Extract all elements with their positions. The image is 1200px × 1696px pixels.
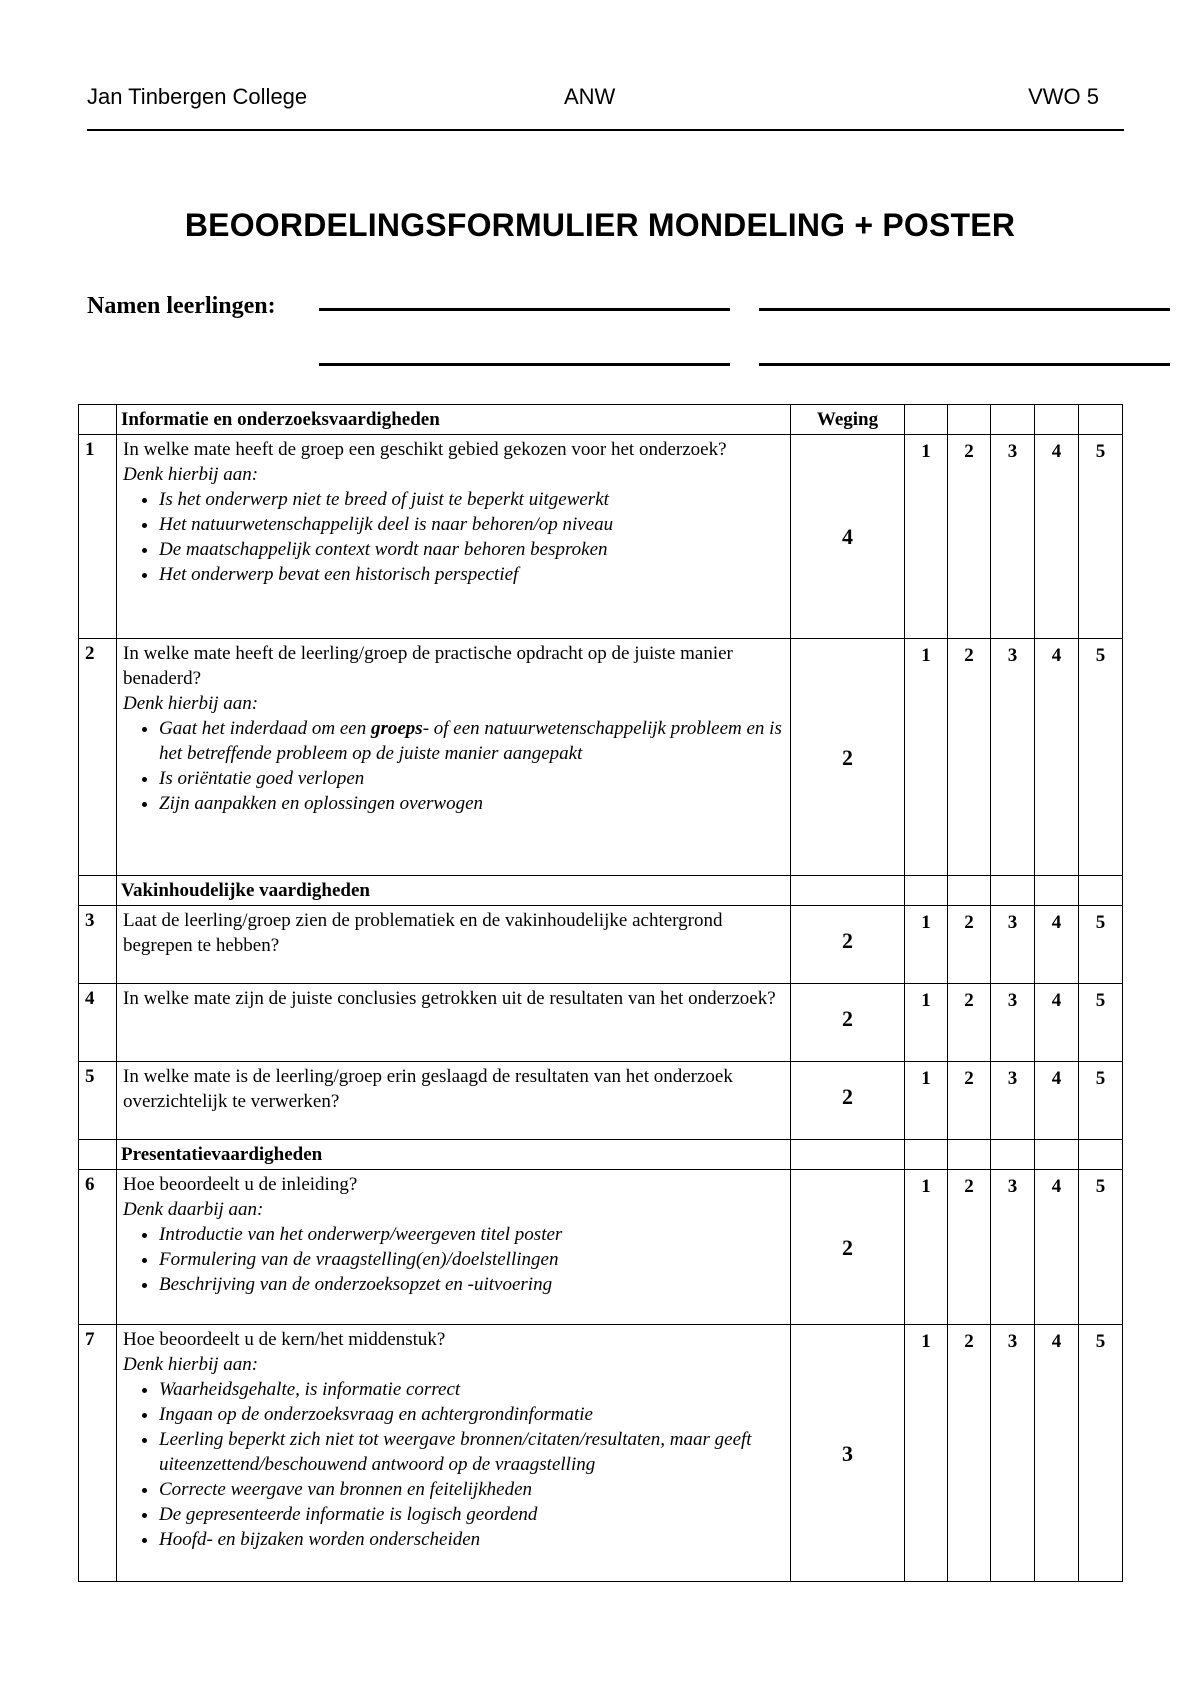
name-field-line[interactable] bbox=[319, 308, 730, 311]
weight-value: 2 bbox=[791, 906, 905, 984]
criterion-bullet: • Waarheidsgehalte, is informatie correct bbox=[159, 1377, 786, 1402]
score-option-2[interactable]: 2 bbox=[948, 435, 991, 639]
score-option-3[interactable]: 3 bbox=[991, 435, 1035, 639]
criterion-bullet: • Is het onderwerp niet te breed of juist te beperkt uitgewerkt bbox=[159, 487, 786, 512]
weight-value: 2 bbox=[791, 639, 905, 876]
criterion-bullets bbox=[123, 487, 786, 587]
criterion-bullet: • Het onderwerp bevat een historisch perspectief bbox=[159, 562, 786, 587]
criterion-bullets bbox=[123, 716, 786, 816]
criterion-bullet: • De maatschappelijk context wordt naar behoren besproken bbox=[159, 537, 786, 562]
criterion-row bbox=[79, 435, 1123, 639]
score-option-1[interactable]: 1 bbox=[905, 984, 948, 1062]
section-heading: Vakinhoudelijke vaardigheden bbox=[117, 876, 791, 906]
name-field-line[interactable] bbox=[759, 363, 1170, 366]
score-option-5[interactable]: 5 bbox=[1079, 639, 1123, 876]
score-option-5[interactable]: 5 bbox=[1079, 1325, 1123, 1582]
score-option-5[interactable]: 5 bbox=[1079, 906, 1123, 984]
criterion-bullet: • Hoofd- en bijzaken worden onderscheiden bbox=[159, 1527, 786, 1552]
weight-header bbox=[791, 876, 905, 906]
score-option-4[interactable]: 4 bbox=[1035, 1325, 1079, 1582]
section-header-row bbox=[79, 1140, 1123, 1170]
criterion-text bbox=[117, 1325, 791, 1582]
criterion-bullet: • Beschrijving van de onderzoeksopzet en -uitvoering bbox=[159, 1272, 786, 1297]
school-name: Jan Tinbergen College bbox=[87, 84, 308, 109]
score-option-1[interactable]: 1 bbox=[905, 1062, 948, 1140]
criterion-question: Hoe beoordeelt u de kern/het middenstuk? bbox=[123, 1329, 446, 1350]
section-header-row bbox=[79, 405, 1123, 435]
score-option-4[interactable]: 4 bbox=[1035, 639, 1079, 876]
score-header-cell bbox=[1079, 1140, 1123, 1170]
header-rule bbox=[87, 129, 1124, 131]
criterion-question: In welke mate zijn de juiste conclusies getrokken uit de resultaten van het onderzoek? bbox=[123, 988, 776, 1009]
score-option-3[interactable]: 3 bbox=[991, 1170, 1035, 1325]
score-header-cell bbox=[1035, 405, 1079, 435]
criterion-bullet: • Formulering van de vraagstelling(en)/doelstellingen bbox=[159, 1247, 786, 1272]
score-option-2[interactable]: 2 bbox=[948, 1170, 991, 1325]
criterion-number: 3 bbox=[79, 906, 117, 984]
criterion-text bbox=[117, 906, 791, 984]
criterion-bullet: • De gepresenteerde informatie is logisch geordend bbox=[159, 1502, 786, 1527]
score-header-cell bbox=[991, 1140, 1035, 1170]
criterion-text bbox=[117, 1062, 791, 1140]
assessment-table bbox=[78, 404, 1123, 1582]
weight-value: 4 bbox=[791, 435, 905, 639]
score-header-cell bbox=[1035, 876, 1079, 906]
score-option-4[interactable]: 4 bbox=[1035, 1062, 1079, 1140]
criterion-hint: Denk daarbij aan: bbox=[123, 1199, 264, 1220]
score-option-2[interactable]: 2 bbox=[948, 1062, 991, 1140]
score-option-2[interactable]: 2 bbox=[948, 906, 991, 984]
criterion-question: Hoe beoordeelt u de inleiding? bbox=[123, 1174, 358, 1195]
score-option-4[interactable]: 4 bbox=[1035, 435, 1079, 639]
score-header-cell bbox=[948, 1140, 991, 1170]
score-option-1[interactable]: 1 bbox=[905, 435, 948, 639]
criterion-bullet: • Is oriëntatie goed verlopen bbox=[159, 766, 786, 791]
criterion-row bbox=[79, 1062, 1123, 1140]
criterion-text bbox=[117, 435, 791, 639]
criterion-question: In welke mate is de leerling/groep erin geslaagd de resultaten van het onderzoek overzichtelijk te verwerken? bbox=[123, 1066, 733, 1112]
section-header-row bbox=[79, 876, 1123, 906]
section-heading: Informatie en onderzoeksvaardigheden bbox=[117, 405, 791, 435]
score-option-5[interactable]: 5 bbox=[1079, 1062, 1123, 1140]
weight-header: Weging bbox=[791, 405, 905, 435]
criterion-row bbox=[79, 906, 1123, 984]
criterion-number: 1 bbox=[79, 435, 117, 639]
score-header-cell bbox=[1035, 1140, 1079, 1170]
score-option-5[interactable]: 5 bbox=[1079, 1170, 1123, 1325]
section-heading: Presentatievaardigheden bbox=[117, 1140, 791, 1170]
criterion-number: 6 bbox=[79, 1170, 117, 1325]
score-header-cell bbox=[1079, 876, 1123, 906]
score-header-cell bbox=[905, 405, 948, 435]
score-header-cell bbox=[905, 1140, 948, 1170]
score-header-cell bbox=[991, 876, 1035, 906]
criterion-question: In welke mate heeft de leerling/groep de practische opdracht op de juiste manier benaderd? bbox=[123, 643, 733, 689]
score-option-4[interactable]: 4 bbox=[1035, 906, 1079, 984]
weight-value: 2 bbox=[791, 1170, 905, 1325]
score-option-3[interactable]: 3 bbox=[991, 1325, 1035, 1582]
subject-name: ANW bbox=[564, 84, 616, 109]
score-option-2[interactable]: 2 bbox=[948, 1325, 991, 1582]
weight-header bbox=[791, 1140, 905, 1170]
section-num-cell bbox=[79, 1140, 117, 1170]
score-option-4[interactable]: 4 bbox=[1035, 1170, 1079, 1325]
score-header-cell bbox=[991, 405, 1035, 435]
score-option-1[interactable]: 1 bbox=[905, 906, 948, 984]
score-option-2[interactable]: 2 bbox=[948, 984, 991, 1062]
page-header bbox=[87, 84, 1099, 114]
criterion-bullet: • Leerling beperkt zich niet tot weergave bronnen/citaten/resultaten, maar geeft uiteenzettend/beschouwend antwoord op de vraagstelling bbox=[159, 1427, 786, 1477]
criterion-bullets bbox=[123, 1222, 786, 1297]
criterion-bullet: • Introductie van het onderwerp/weergeven titel poster bbox=[159, 1222, 786, 1247]
score-option-2[interactable]: 2 bbox=[948, 639, 991, 876]
criterion-number: 7 bbox=[79, 1325, 117, 1582]
criterion-bullet: • Gaat het inderdaad om een groeps- of een natuurwetenschappelijk probleem en is het betreffende probleem op de juiste manier aangepakt bbox=[159, 716, 786, 766]
emphasis: groeps bbox=[370, 718, 423, 739]
student-names-label: Namen leerlingen: bbox=[87, 293, 276, 319]
criterion-number: 5 bbox=[79, 1062, 117, 1140]
weight-value: 2 bbox=[791, 984, 905, 1062]
weight-value: 3 bbox=[791, 1325, 905, 1582]
criterion-bullet: • Ingaan op de onderzoeksvraag en achtergrondinformatie bbox=[159, 1402, 786, 1427]
criterion-question: In welke mate heeft de groep een geschikt gebied gekozen voor het onderzoek? bbox=[123, 439, 727, 460]
score-option-1[interactable]: 1 bbox=[905, 639, 948, 876]
criterion-hint: Denk hierbij aan: bbox=[123, 693, 259, 714]
score-option-4[interactable]: 4 bbox=[1035, 984, 1079, 1062]
criterion-bullet: • Zijn aanpakken en oplossingen overwogen bbox=[159, 791, 786, 816]
criterion-row bbox=[79, 639, 1123, 876]
section-num-cell bbox=[79, 876, 117, 906]
criterion-number: 2 bbox=[79, 639, 117, 876]
criterion-number: 4 bbox=[79, 984, 117, 1062]
score-header-cell bbox=[905, 876, 948, 906]
score-header-cell bbox=[1079, 405, 1123, 435]
score-option-3[interactable]: 3 bbox=[991, 639, 1035, 876]
score-option-5[interactable]: 5 bbox=[1079, 435, 1123, 639]
score-header-cell bbox=[948, 405, 991, 435]
score-option-5[interactable]: 5 bbox=[1079, 984, 1123, 1062]
criterion-hint: Denk hierbij aan: bbox=[123, 1354, 259, 1375]
criterion-text bbox=[117, 984, 791, 1062]
criterion-bullet: • Het natuurwetenschappelijk deel is naar behoren/op niveau bbox=[159, 512, 786, 537]
criterion-text bbox=[117, 1170, 791, 1325]
criterion-hint: Denk hierbij aan: bbox=[123, 464, 259, 485]
section-num-cell bbox=[79, 405, 117, 435]
criterion-bullets bbox=[123, 1377, 786, 1552]
class-level: VWO 5 bbox=[1028, 84, 1099, 109]
name-field-line[interactable] bbox=[319, 363, 730, 366]
criterion-text bbox=[117, 639, 791, 876]
score-header-cell bbox=[948, 876, 991, 906]
score-option-3[interactable]: 3 bbox=[991, 1062, 1035, 1140]
weight-value: 2 bbox=[791, 1062, 905, 1140]
score-option-1[interactable]: 1 bbox=[905, 1325, 948, 1582]
score-option-1[interactable]: 1 bbox=[905, 1170, 948, 1325]
criterion-bullet: • Correcte weergave van bronnen en feitelijkheden bbox=[159, 1477, 786, 1502]
document-title: BEOORDELINGSFORMULIER MONDELING + POSTER bbox=[184, 207, 1016, 243]
criterion-row bbox=[79, 1170, 1123, 1325]
criterion-row bbox=[79, 984, 1123, 1062]
name-field-line[interactable] bbox=[759, 308, 1170, 311]
criterion-row bbox=[79, 1325, 1123, 1582]
score-option-3[interactable]: 3 bbox=[991, 906, 1035, 984]
criterion-question: Laat de leerling/groep zien de problematiek en de vakinhoudelijke achtergrond begrepen te hebben? bbox=[123, 910, 723, 956]
score-option-3[interactable]: 3 bbox=[991, 984, 1035, 1062]
